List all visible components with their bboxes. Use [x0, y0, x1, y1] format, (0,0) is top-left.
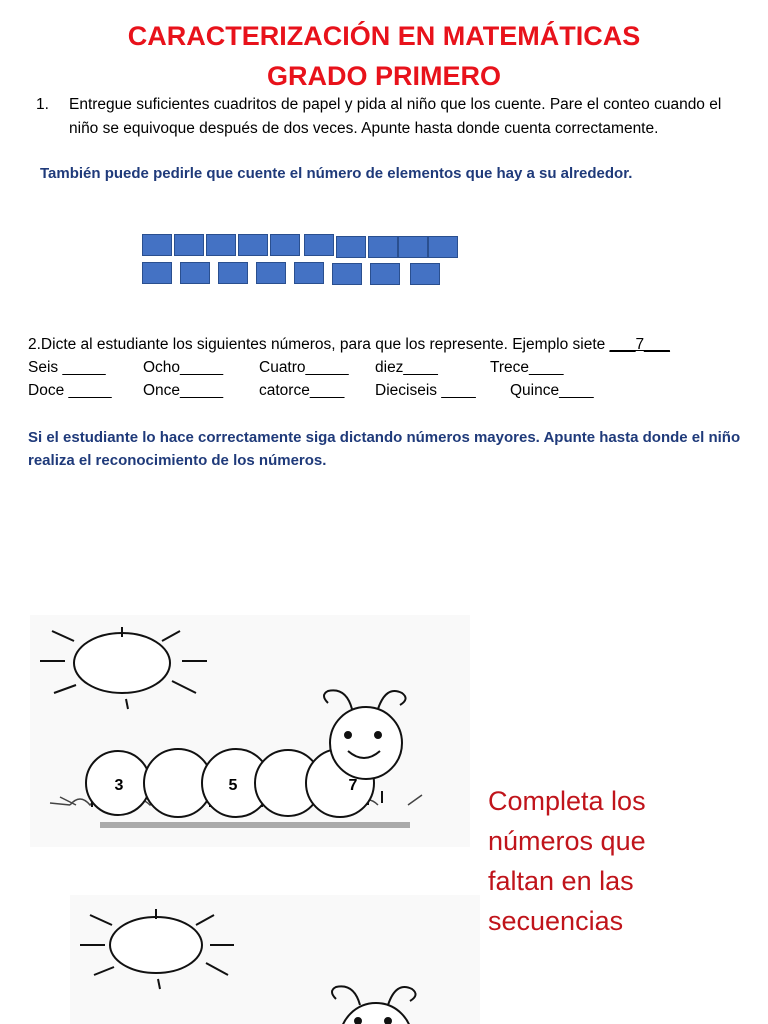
square: [256, 262, 286, 284]
dictation-word: Dieciseis ____: [375, 382, 476, 399]
square: [218, 262, 248, 284]
dictation-word: diez____: [375, 359, 438, 376]
square: [180, 262, 210, 284]
square: [142, 234, 172, 256]
square: [206, 234, 236, 256]
completa-line: números que: [488, 826, 646, 856]
square: [332, 263, 362, 285]
dictation-word: Once_____: [143, 382, 224, 399]
square: [294, 262, 324, 284]
square: [174, 234, 204, 256]
square: [368, 236, 398, 258]
square: [370, 263, 400, 285]
completa-line: Completa los: [488, 786, 646, 816]
dictation-word: Trece____: [490, 359, 564, 376]
square: [238, 234, 268, 256]
instruction-2-note: Si el estudiante lo hace correctamente siga dictando números mayores. Apunte hasta donde el niño realiza el reconocimiento de los números.: [28, 429, 741, 469]
dictation-word: Quince____: [510, 382, 594, 399]
caterpillar-picture-2: [70, 895, 480, 1024]
completa-instruction: [488, 781, 748, 941]
completa-line: faltan en las: [488, 866, 634, 896]
caterpillar-number: 3: [114, 777, 124, 794]
instruction-1-note: También puede pedirle que cuente el número de elementos que hay a su alrededor.: [40, 165, 633, 182]
square: [270, 234, 300, 256]
caterpillar-number: 7: [348, 777, 358, 794]
example-answer: ___7___: [609, 336, 670, 353]
instruction-1-number: 1.: [36, 96, 49, 113]
square: [410, 263, 440, 285]
instruction-2: [28, 333, 748, 357]
instruction-1-text: Entregue suficientes cuadritos de papel y pida al niño que los cuente. Pare el conteo cuando el niño se equivoque después de dos veces. Apunte hasta donde cuenta correctamente.: [69, 96, 722, 137]
dictation-word: Doce _____: [28, 382, 112, 399]
square: [142, 262, 172, 284]
dictation-word: Cuatro_____: [259, 359, 349, 376]
caterpillar-number: 5: [228, 777, 238, 794]
square: [398, 236, 428, 258]
dictation-word: Ocho_____: [143, 359, 224, 376]
caterpillar-picture-1: [30, 615, 470, 847]
square: [304, 234, 334, 256]
page-subtitle: GRADO PRIMERO: [266, 61, 501, 91]
completa-line: secuencias: [488, 906, 624, 936]
page-title: CARACTERIZACIÓN EN MATEMÁTICAS: [127, 21, 641, 51]
instruction-1: [36, 93, 736, 140]
square: [428, 236, 458, 258]
square: [336, 236, 366, 258]
dictation-word: catorce____: [259, 382, 345, 399]
dictation-word: Seis _____: [28, 359, 106, 376]
instruction-2-text: 2.Dicte al estudiante los siguientes números, para que los represente. Ejemplo siete: [28, 336, 610, 353]
